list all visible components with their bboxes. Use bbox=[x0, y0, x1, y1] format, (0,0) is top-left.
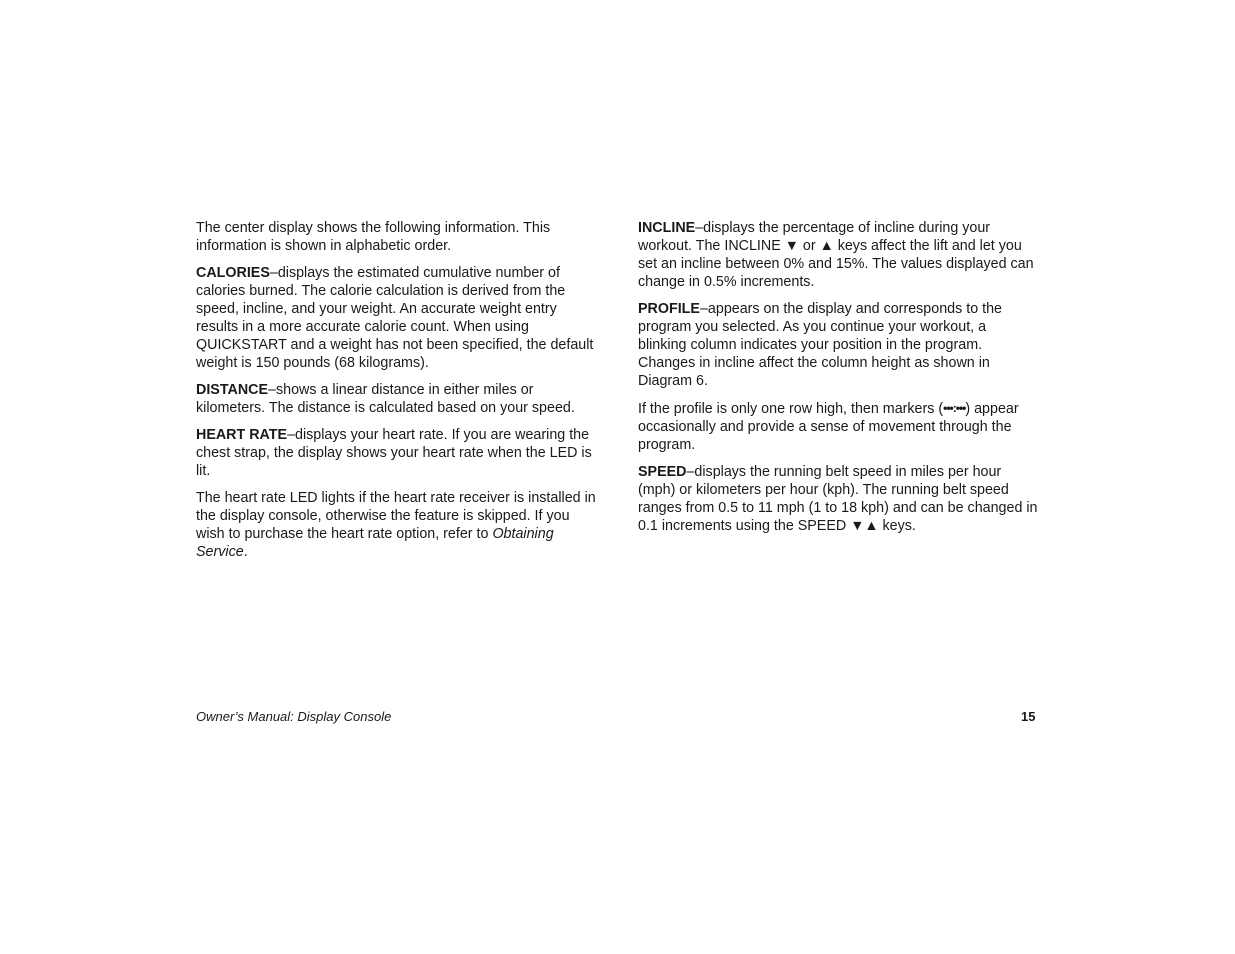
intro-text: The center display shows the following information. This information is shown in alphabetic order. bbox=[196, 220, 551, 254]
footer-title: Owner’s Manual: Display Console bbox=[196, 709, 392, 724]
incline-or: or bbox=[798, 238, 820, 254]
distance-term: DISTANCE bbox=[196, 382, 269, 398]
calories-text: –displays the estimated cumulative number of calories burned. The calorie calculation is derived from the speed, incline, and your weight. An accurate weight entry results in a more accurate calorie count. When using QUICKSTART and a weight has not been specified, the default weight is 150 pounds (68 kilograms). bbox=[196, 265, 594, 371]
profile-term: PROFILE bbox=[638, 301, 700, 317]
up-arrow-icon: ▲ bbox=[819, 238, 834, 254]
profile-markers-paragraph bbox=[638, 399, 1038, 454]
right-column bbox=[638, 219, 1038, 544]
calories-term: CALORIES bbox=[196, 265, 270, 281]
speed-term: SPEED bbox=[638, 464, 687, 480]
profile-markers-text-a: If the profile is only one row high, then markers ( bbox=[638, 401, 944, 417]
down-arrow-icon: ▼ bbox=[784, 238, 799, 254]
distance-text: –shows a linear distance in either miles or kilometers. The distance is calculated based on your speed. bbox=[196, 382, 575, 416]
heart-rate-led-end: . bbox=[243, 544, 248, 560]
incline-paragraph bbox=[638, 219, 1038, 291]
speed-text-b: keys. bbox=[878, 518, 916, 534]
heart-rate-term: HEART RATE bbox=[196, 427, 288, 443]
profile-markers-text-b: ) appear occasionally and provide a sense of movement through the program. bbox=[638, 401, 1019, 453]
left-column bbox=[196, 219, 596, 570]
profile-paragraph bbox=[638, 300, 1038, 390]
distance-paragraph bbox=[196, 381, 596, 417]
incline-term: INCLINE bbox=[638, 220, 696, 236]
obtaining-service-reference: Obtaining Service bbox=[196, 526, 554, 560]
heart-rate-paragraph bbox=[196, 426, 596, 480]
markers-icon: •••:••• bbox=[943, 401, 966, 415]
speed-paragraph bbox=[638, 463, 1038, 535]
intro-paragraph bbox=[196, 219, 596, 255]
speed-arrows-icon: ▼▲ bbox=[850, 518, 879, 534]
heart-rate-led-paragraph bbox=[196, 489, 596, 561]
incline-text-a: –displays the percentage of incline during your workout. The INCLINE bbox=[638, 220, 991, 254]
heart-rate-text: –displays your heart rate. If you are wearing the chest strap, the display shows your heart rate when the LED is lit. bbox=[196, 427, 592, 479]
heart-rate-led-text: The heart rate LED lights if the heart rate receiver is installed in the display console, otherwise the feature is skipped. If you wish to purchase the heart rate option, refer to bbox=[196, 490, 596, 542]
page-number: 15 bbox=[1021, 709, 1036, 724]
incline-text-b: keys affect the lift and let you set an incline between 0% and 15%. The values displayed can change in 0.5% increments. bbox=[638, 238, 1034, 290]
calories-paragraph bbox=[196, 264, 596, 372]
profile-text: –appears on the display and corresponds to the program you selected. As you continue your workout, a blinking column indicates your position in the program. Changes in incline affect the column height as shown in Diagram 6. bbox=[638, 301, 1002, 389]
speed-text-a: –displays the running belt speed in miles per hour (mph) or kilometers per hour (kph). The running belt speed ranges from 0.5 to 11 mph (1 to 18 kph) and can be changed in 0.1 increments using the SPEED bbox=[638, 464, 1038, 534]
